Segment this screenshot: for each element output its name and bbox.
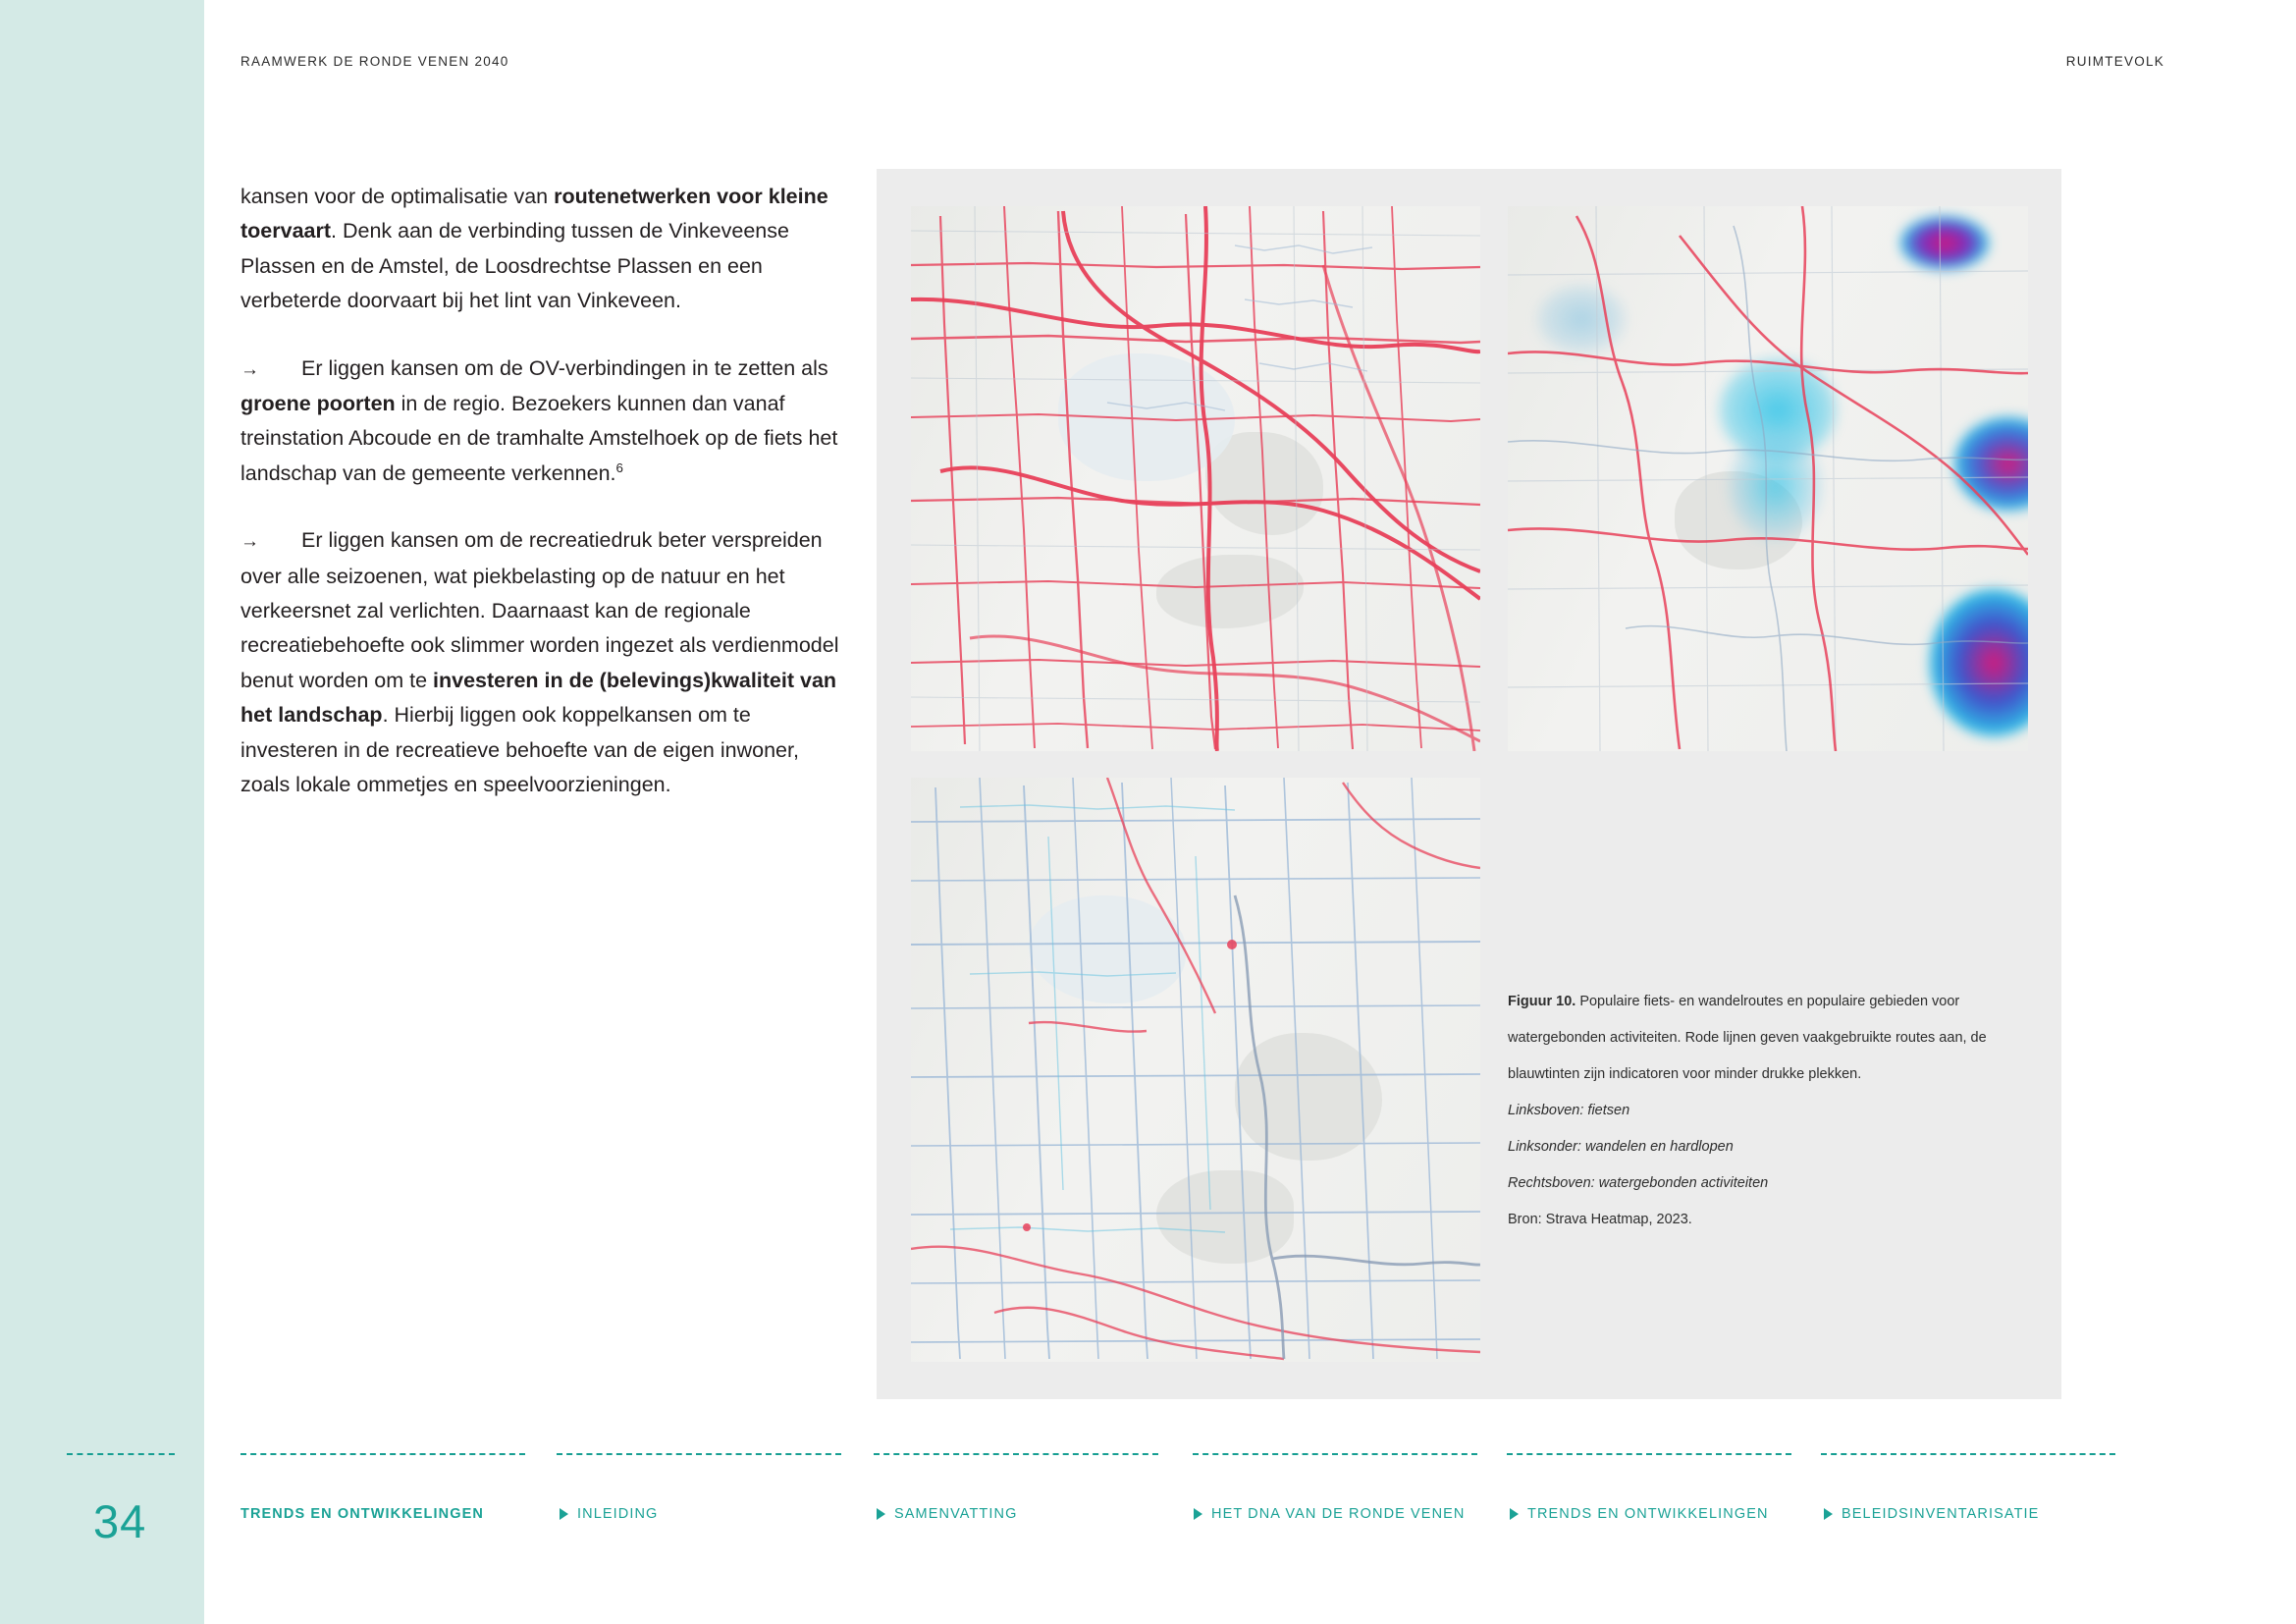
- paragraph-3-text-b: . Hierbij liggen ook koppelkansen om te investeren in de recreatieve behoefte van de eigen inwoner, zoals lokale ommetjes en speelvoorzieningen.: [240, 703, 799, 797]
- map-route-lines: [911, 206, 1480, 751]
- page-header: [240, 54, 2164, 74]
- triangle-right-icon: [1510, 1508, 1519, 1520]
- paragraph-recreatiedruk: [240, 523, 839, 802]
- figure-caption: [1508, 984, 2057, 1238]
- paragraph-2-text-a: Er liggen kansen om de OV-verbindingen in te zetten als: [301, 355, 828, 380]
- paragraph-3-bold-a: investeren in de (belevings)kwaliteit van het landschap: [240, 668, 837, 728]
- footer-divider: [1821, 1453, 2115, 1455]
- figure-source: Bron: Strava Heatmap, 2023.: [1508, 1212, 1692, 1227]
- paragraph-routenetwerken: [240, 180, 839, 319]
- figure-legend-topright: Rechtsboven: watergebonden activiteiten: [1508, 1175, 1769, 1191]
- nav-link-label: INLEIDING: [577, 1506, 659, 1522]
- paragraph-3-text-a: Er liggen kansen om de recreatiedruk beter verspreiden over alle seizoenen, wat piekbelasting op de natuur en het verkeersnet zal verlichten. Daarnaast kan de regionale recreatiebehoefte ook slimmer worden ingezet als verdienmodel benut worden om te: [240, 528, 839, 692]
- footer-current-section: [240, 1506, 484, 1522]
- footer-divider: [557, 1453, 841, 1455]
- figure-legend-topleft: Linksboven: fietsen: [1508, 1103, 1630, 1118]
- nav-link-label: HET DNA VAN DE RONDE VENEN: [1211, 1506, 1466, 1522]
- triangle-right-icon: [877, 1508, 885, 1520]
- footer-divider: [1507, 1453, 1791, 1455]
- nav-link-label: BELEIDSINVENTARISATIE: [1842, 1506, 2040, 1522]
- paragraph-2-text-b: in de regio. Bezoekers kunnen dan vanaf treinstation Abcoude en de tramhalte Amstelhoek op de fiets het landschap van de gemeente verkennen.: [240, 392, 838, 485]
- paragraph-2-bold-a: groene poorten: [240, 392, 396, 416]
- figure-caption-main: [1508, 984, 2057, 1093]
- paragraph-1-bold-a: routenetwerken voor kleine toervaart: [240, 185, 828, 244]
- footer-divider: [67, 1453, 175, 1455]
- footer-divider: [1193, 1453, 1477, 1455]
- map-walking-running-heatmap: [911, 778, 1480, 1362]
- page-spine: [0, 0, 204, 1624]
- footer-divider: [874, 1453, 1158, 1455]
- triangle-right-icon: [560, 1508, 568, 1520]
- footnote-marker: 6: [615, 460, 623, 475]
- arrow-bullet-icon: →: [240, 358, 259, 380]
- map-cycling-heatmap: [911, 206, 1480, 751]
- map-water-activities-heatmap: [1508, 206, 2028, 751]
- nav-link-beleidsinventarisatie[interactable]: [1824, 1506, 2039, 1522]
- figure-legend-bottomleft: Linksonder: wandelen en hardlopen: [1508, 1139, 1734, 1155]
- paragraph-groene-poorten: [240, 352, 839, 492]
- arrow-bullet-icon: →: [240, 531, 259, 553]
- figure-panel: [877, 169, 2061, 1399]
- header-publisher: RUIMTEVOLK: [2065, 54, 2164, 69]
- paragraph-1-text-b: . Denk aan de verbinding tussen de Vinkeveense Plassen en de Amstel, de Loosdrechtse Plassen en een verbeterde doorvaart bij het lint van Vinkeveen.: [240, 219, 789, 313]
- nav-link-het-dna-van-de-ronde-venen[interactable]: [1194, 1506, 1466, 1522]
- figure-caption-text: Populaire fiets- en wandelroutes en populaire gebieden voor watergebonden activiteiten. Rode lijnen geven vaakgebruikte routes aan, de blauwtinten zijn indicatoren voor minder drukke plekken.: [1508, 994, 1987, 1082]
- nav-link-label: SAMENVATTING: [894, 1506, 1018, 1522]
- map-route-lines: [1508, 206, 2028, 751]
- triangle-right-icon: [1194, 1508, 1202, 1520]
- nav-link-inleiding[interactable]: [560, 1506, 658, 1522]
- figure-number-label: Figuur 10.: [1508, 994, 1576, 1009]
- body-text-column: [240, 180, 839, 803]
- page-number: 34: [93, 1495, 147, 1547]
- triangle-right-icon: [1824, 1508, 1833, 1520]
- nav-link-label: TRENDS EN ONTWIKKELINGEN: [1527, 1506, 1769, 1522]
- footer-divider: [240, 1453, 525, 1455]
- map-route-lines: [911, 778, 1480, 1362]
- header-document-title: RAAMWERK DE RONDE VENEN 2040: [240, 54, 509, 69]
- footer-current-section-label: TRENDS EN ONTWIKKELINGEN: [240, 1506, 484, 1522]
- nav-link-samenvatting[interactable]: [877, 1506, 1017, 1522]
- nav-link-trends-en-ontwikkelingen[interactable]: [1510, 1506, 1769, 1522]
- paragraph-1-text-a: kansen voor de optimalisatie van: [240, 185, 555, 208]
